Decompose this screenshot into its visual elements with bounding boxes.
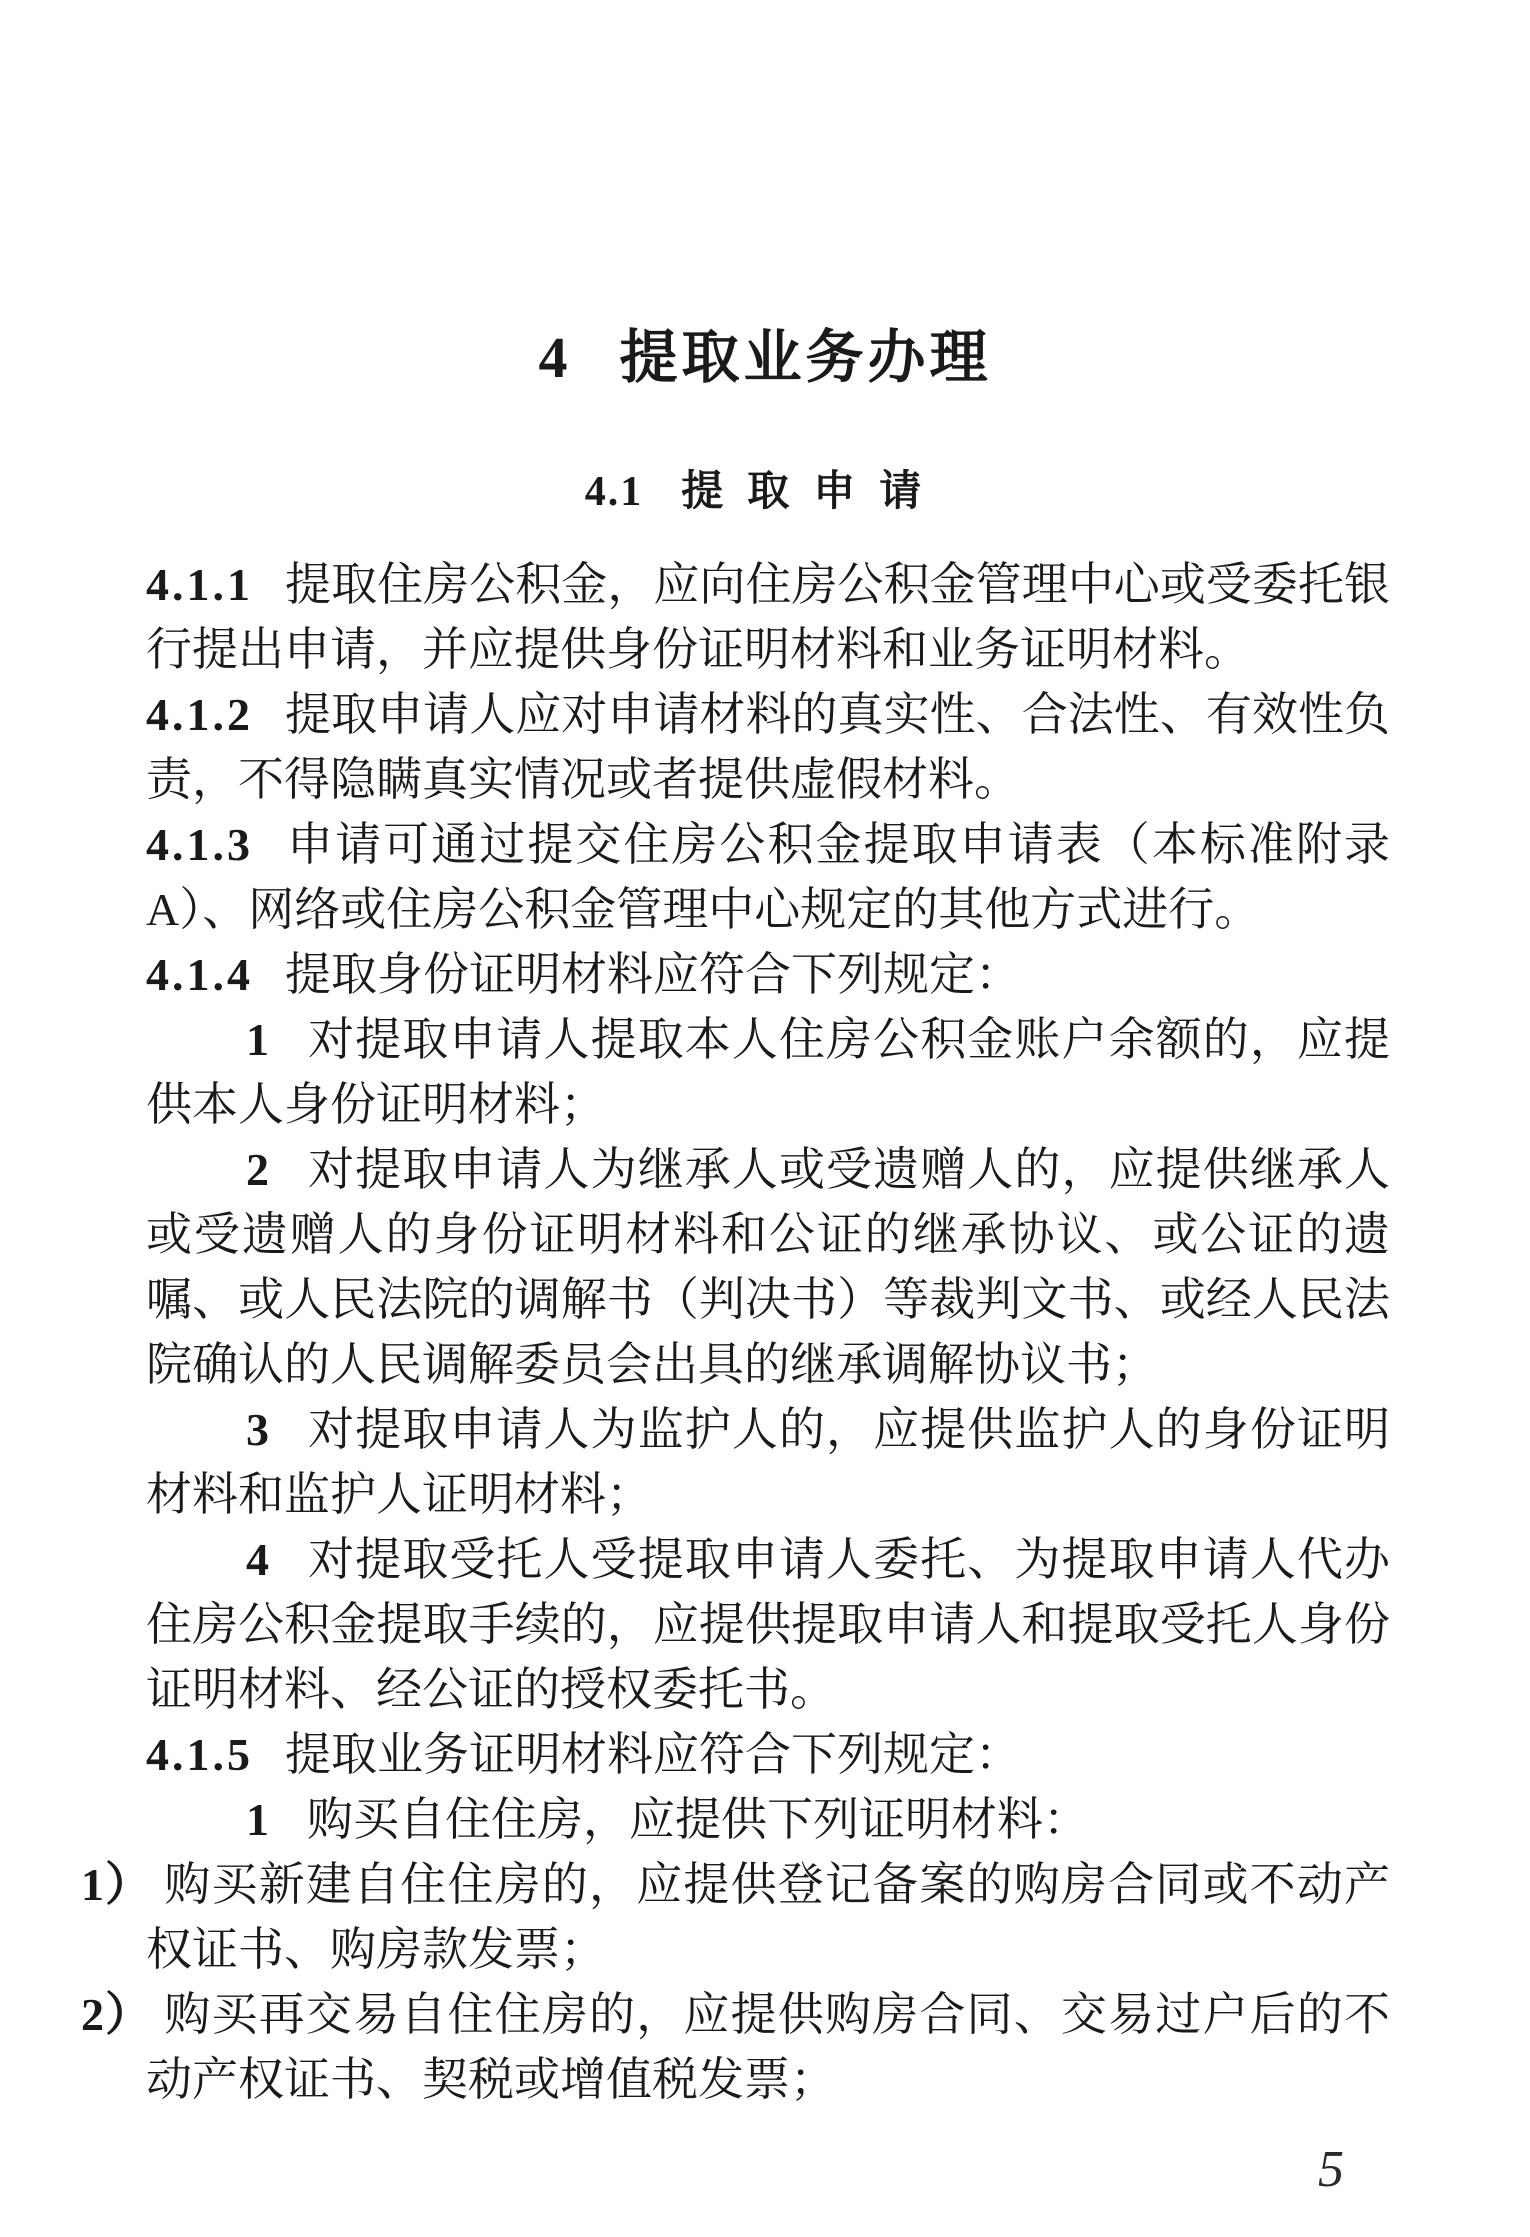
paragraph-number: 2: [246, 1144, 269, 1195]
section-title-text: 提取申请: [681, 467, 946, 514]
paragraph-number: 4.1.5: [146, 1729, 253, 1780]
paragraph-clause: [146, 1722, 1390, 1787]
section-number: 4.1: [584, 469, 644, 515]
paragraph-clause: [146, 552, 1390, 682]
body-text: [81, 552, 1391, 2112]
paragraph-subitem: [81, 1982, 1391, 2112]
paragraph-text: 对提取申请人为继承人或受遗赠人的，应提供继承人或受遗赠人的身份证明材料和公证的继承协议、或公证的遗嘱、或人民法院的调解书（判决书）等裁判文书、或经人民法院确认的人民调解委员会出具的继承调解协议书；: [146, 1144, 1390, 1390]
paragraph-number: 2）: [81, 1989, 153, 2040]
paragraph-number: 1）: [81, 1859, 153, 1910]
paragraph-item: [146, 1397, 1390, 1527]
paragraph-item: [146, 1527, 1390, 1722]
paragraph-text: 购买新建自住住房的，应提供登记备案的购房合同或不动产权证书、购房款发票；: [146, 1859, 1391, 1975]
paragraph-item: [146, 1137, 1390, 1397]
paragraph-number: 4.1.2: [146, 689, 253, 740]
paragraph-item: [146, 1007, 1390, 1137]
paragraph-number: 1: [246, 1794, 269, 1845]
paragraph-text: 对提取受托人受提取申请人委托、为提取申请人代办住房公积金提取手续的，应提供提取申请人和提取受托人身份证明材料、经公证的授权委托书。: [146, 1534, 1390, 1715]
paragraph-text: 提取住房公积金，应向住房公积金管理中心或受委托银行提出申请，并应提供身份证明材料和业务证明材料。: [146, 559, 1390, 675]
paragraph-number: 4.1.3: [146, 819, 253, 870]
paragraph-text: 申请可通过提交住房公积金提取申请表（本标准附录A）、网络或住房公积金管理中心规定的其他方式进行。: [146, 819, 1390, 935]
paragraph-text: 购买再交易自住住房的，应提供购房合同、交易过户后的不动产权证书、契税或增值税发票；: [146, 1989, 1391, 2105]
paragraph-clause: [146, 812, 1390, 942]
paragraph-text: 对提取申请人为监护人的，应提供监护人的身份证明材料和监护人证明材料；: [146, 1404, 1390, 1520]
paragraph-text: 购买自住住房，应提供下列证明材料：: [307, 1794, 1089, 1845]
chapter-title-text: 提取业务办理: [619, 325, 992, 390]
paragraph-text: 提取身份证明材料应符合下列规定：: [285, 949, 1021, 1000]
paragraph-number: 4.1.4: [146, 949, 253, 1000]
paragraph-text: 提取申请人应对申请材料的真实性、合法性、有效性负责，不得隐瞒真实情况或者提供虚假材料。: [146, 689, 1390, 805]
paragraph-subitem: [81, 1852, 1391, 1982]
section-title: [0, 462, 1530, 521]
paragraph-number: 1: [246, 1014, 269, 1065]
chapter-number: 4: [538, 325, 568, 390]
chapter-title: [0, 318, 1530, 398]
paragraph-clause: [146, 682, 1390, 812]
paragraph-number: 4: [246, 1534, 269, 1585]
paragraph-clause: [146, 942, 1390, 1007]
paragraph-item: [146, 1787, 1390, 1852]
paragraph-number: 4.1.1: [146, 559, 253, 610]
paragraph-text: 提取业务证明材料应符合下列规定：: [285, 1729, 1021, 1780]
paragraph-number: 3: [246, 1404, 269, 1455]
page-number: 5: [1318, 2141, 1344, 2198]
paragraph-text: 对提取申请人提取本人住房公积金账户余额的，应提供本人身份证明材料；: [146, 1014, 1390, 1130]
